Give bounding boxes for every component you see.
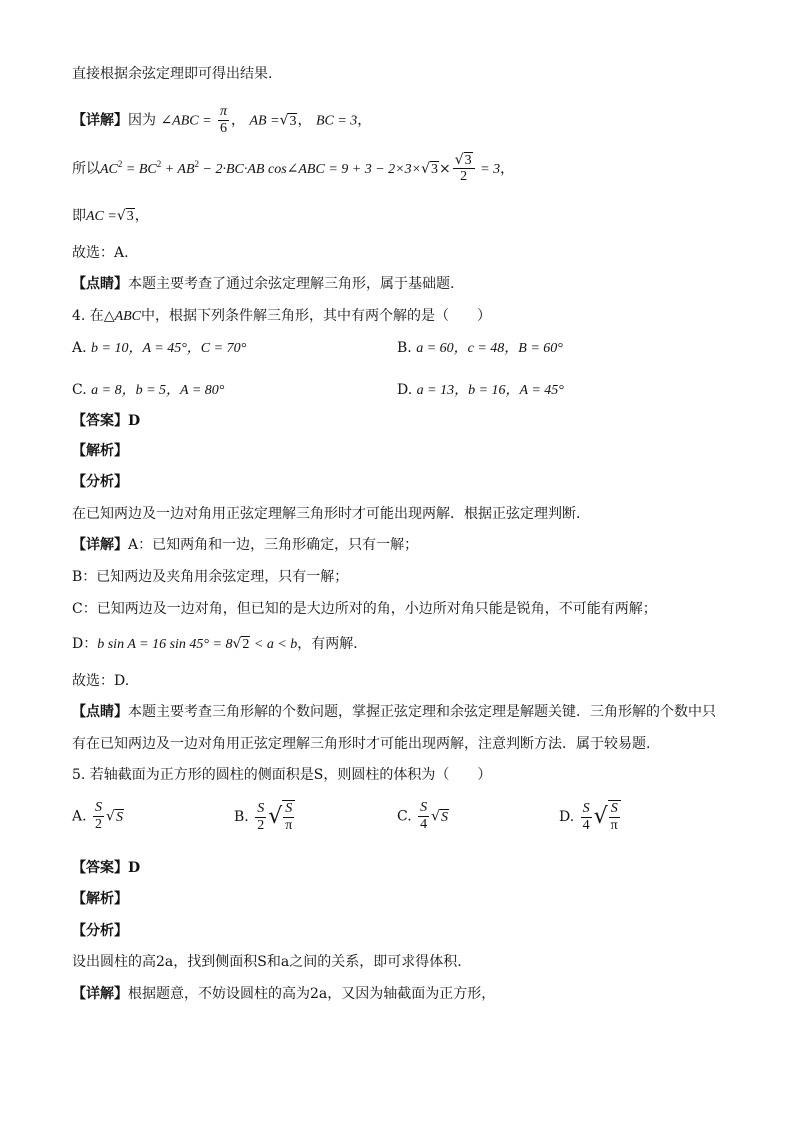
q4-detail-a: 【详解】A：已知两角和一边，三角形确定，只有一解； bbox=[72, 537, 419, 553]
q5-fenxi-text: 设出圆柱的高2a，找到侧面积S和a之间的关系，即可求得体积. bbox=[72, 954, 462, 970]
q4-option-a: A. b = 10，A = 45°，C = 70° bbox=[72, 340, 247, 356]
q5-analysis: 【解析】 bbox=[72, 891, 128, 907]
ac-result-line: 即AC =√3， bbox=[72, 208, 149, 224]
q4-fenxi-text: 在已知两边及一边对角用正弦定理解三角形时才可能出现两解．根据正弦定理判断． bbox=[72, 506, 590, 522]
pi-over-6-fraction: $\frac{\pi}{6}$ bbox=[220, 104, 228, 137]
q5-answer: 【答案】D bbox=[72, 860, 141, 876]
q5-detail: 【详解】根据题意，不妨设圆柱的高为2a，又因为轴截面为正方形， bbox=[72, 986, 496, 1002]
q4-analysis: 【解析】 bbox=[72, 443, 128, 459]
sqrt3-over-2-fraction: $\frac{√3}{2}$ bbox=[453, 152, 475, 185]
q5-option-a: A. $\frac{S}{2}$ √S bbox=[72, 800, 123, 833]
prev-answer-line: 故选：A. bbox=[72, 245, 129, 261]
intro-line: 直接根据余弦定理即可得出结果. bbox=[72, 66, 273, 82]
cosine-law-line: 所以$AC^2 = BC^2 + AB^2 - 2\cdot BC\cdot AB$ cos∠ABC = 9 + 3 − 2×3×√3× $\frac{√3}{2}$ = 3， bbox=[72, 152, 515, 185]
q5-fenxi-tag: 【分析】 bbox=[72, 923, 128, 939]
q4-fenxi-tag: 【分析】 bbox=[72, 474, 128, 490]
q4-answer: 【答案】D bbox=[72, 413, 141, 429]
q4-comment-line2: 有在已知两边及一边对角用正弦定理解三角形时才可能出现两解，注意判断方法．属于较易题. bbox=[72, 736, 651, 752]
q4-detail-c: C：已知两边及一边对角，但已知的是大边所对的角，小边所对角只能是锐角，不可能有两解； bbox=[72, 601, 657, 617]
q4-comment-line1: 【点睛】本题主要考查三角形解的个数问题，掌握正弦定理和余弦定理是解题关键．三角形解的个数中只 bbox=[72, 704, 716, 720]
prev-detail-line: 【详解】因为 ∠ABC = $\frac{\pi}{6}$ ， AB =√3， BC = 3， bbox=[72, 104, 372, 137]
q5-stem: 5. 若轴截面为正方形的圆柱的侧面积是S，则圆柱的体积为（ ） bbox=[72, 767, 492, 783]
q4-stem: 4. 在△ABC中，根据下列条件解三角形，其中有两个解的是（ ） bbox=[72, 308, 492, 324]
q4-answer-line: 故选：D. bbox=[72, 673, 130, 689]
q5-option-c: C. $\frac{S}{4}$ √S bbox=[397, 800, 449, 833]
prev-comment-line: 【点睛】本题主要考查了通过余弦定理解三角形，属于基础题. bbox=[72, 276, 455, 292]
q5-option-b: B. $\frac{S}{2}$ √ $\frac{S}{\pi}$ bbox=[234, 800, 295, 834]
q4-option-d: D. a = 13，b = 16，A = 45° bbox=[397, 382, 564, 398]
q4-detail-b: B：已知两边及夹角用余弦定理，只有一解； bbox=[72, 569, 349, 585]
q4-detail-d: D：b sin A = 16 sin 45° = 8√2 < a < b，有两解． bbox=[72, 636, 368, 652]
q4-option-c: C. a = 8，b = 5，A = 80° bbox=[72, 382, 225, 398]
q5-option-d: D. $\frac{S}{4}$ √ $\frac{S}{\pi}$ bbox=[559, 800, 621, 834]
q4-option-b: B. a = 60，c = 48，B = 60° bbox=[397, 340, 563, 356]
